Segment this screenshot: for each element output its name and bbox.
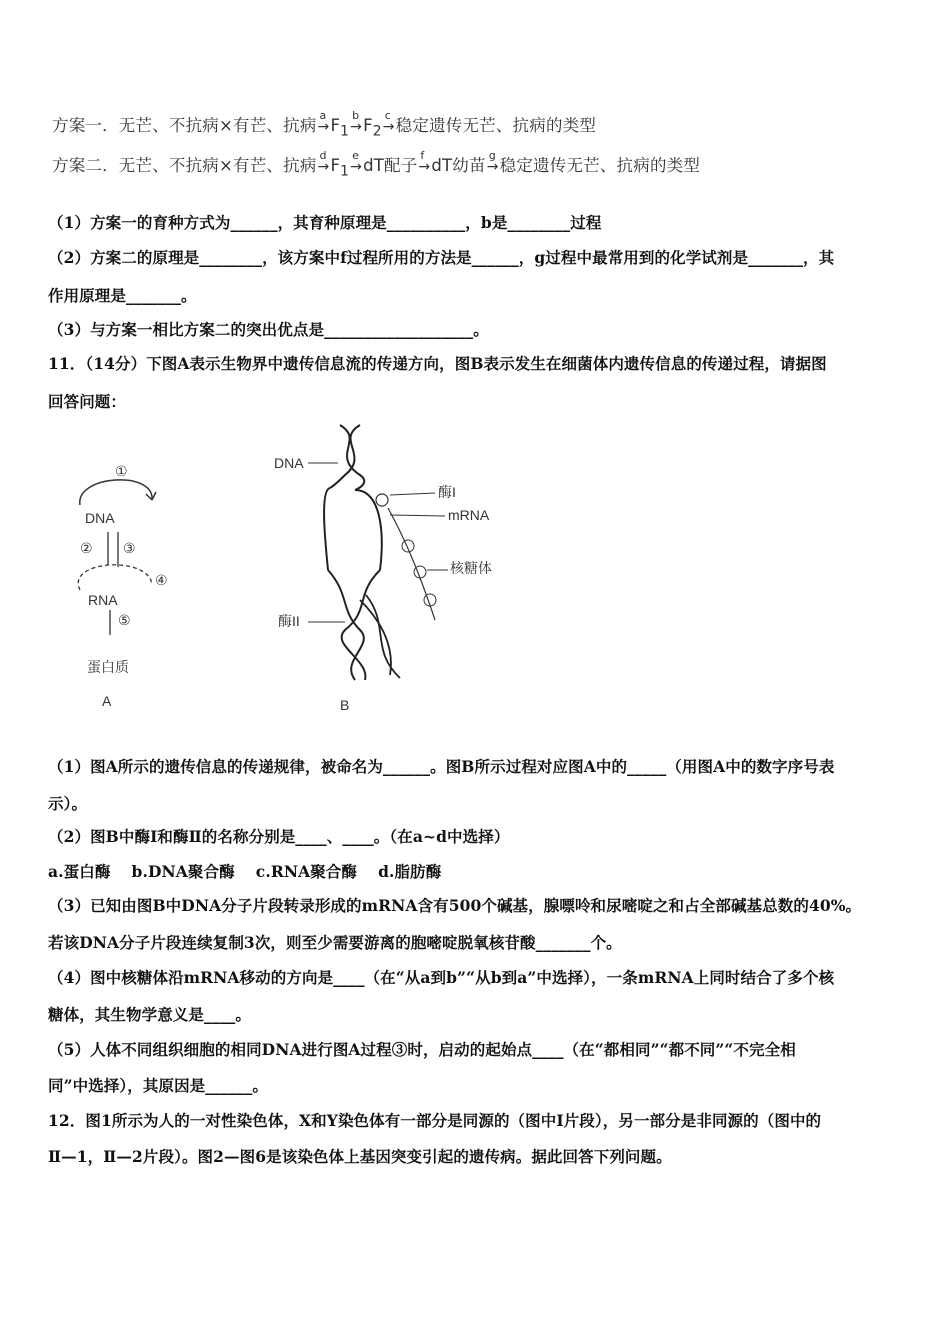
enzyme2-label: 酶II xyxy=(278,613,300,629)
q10-1: （1）方案一的育种方式为______，其育种原理是__________，b是________过程 xyxy=(48,213,602,232)
bubble-left xyxy=(324,488,330,570)
scheme-one-prefix: 方案一．无芒、不抗病×有芒、抗病 xyxy=(52,116,317,135)
scheme-one xyxy=(52,109,597,140)
rna-replication-arc xyxy=(78,565,152,590)
arrow-g: g → xyxy=(486,149,499,175)
f1-label: F xyxy=(330,116,341,135)
q11-5b: 同”中选择），其原因是______。 xyxy=(48,1076,268,1095)
q11-2: （2）图B中酶Ⅰ和酶Ⅱ的名称分别是____、____。（在a~d中选择） xyxy=(48,827,510,846)
enzyme1-label: 酶I xyxy=(438,484,456,500)
f2-label: F xyxy=(363,116,373,135)
num-4: ④ xyxy=(155,572,168,588)
figure-b xyxy=(270,420,510,720)
dna-label-b: DNA xyxy=(274,455,304,471)
q11-3a: （3）已知由图B中DNA分子片段转录形成的mRNA含有500个碱基，腺嘌呤和尿嘧啶之和占全部碱基总数的40%。 xyxy=(48,896,862,915)
arrow-label-f: f xyxy=(420,149,425,162)
dna-helix-bottom-4 xyxy=(366,595,400,678)
dna-helix-top-2 xyxy=(330,425,360,488)
num-5: ⑤ xyxy=(118,612,131,628)
scheme-two xyxy=(52,149,701,180)
f1-sub: 1 xyxy=(340,123,350,140)
dt-gamete: dT配子 xyxy=(363,156,418,175)
scheme-two-prefix: 方案二．无芒、不抗病×有芒、抗病 xyxy=(52,156,317,175)
q11-1a: （1）图A所示的遗传信息的传递规律，被命名为______。图B所示过程对应图A中的_____（用图A中的数字序号表 xyxy=(48,757,835,776)
q11-4b: 糖体，其生物学意义是____。 xyxy=(48,1005,252,1024)
rna-node: RNA xyxy=(88,592,118,608)
replication-arc xyxy=(80,480,152,505)
dna-helix-bottom-1 xyxy=(328,570,364,680)
enzyme1-pointer xyxy=(390,493,435,495)
arrow-label-e: e xyxy=(352,149,360,162)
mrna-strand xyxy=(388,508,435,620)
q12-b: Ⅱ—1，Ⅱ—2片段）。图2—图6是该染色体上基因突变引起的遗传病。据此回答下列问题。 xyxy=(48,1147,672,1166)
mrna-label: mRNA xyxy=(448,507,490,523)
arrow-label-c: c xyxy=(384,109,391,122)
figure-a-label: A xyxy=(102,693,112,709)
q10-2b: 作用原理是_______。 xyxy=(48,286,197,305)
ribosome-label: 核糖体 xyxy=(450,560,492,576)
q11-1b: 示）。 xyxy=(48,794,88,813)
figure-b-label: B xyxy=(340,697,350,713)
q11-3b: 若该DNA分子片段连续复制3次，则至少需要游离的胞嘧啶脱氧核苷酸_______个。 xyxy=(48,933,622,952)
ribosome-2 xyxy=(414,566,426,578)
q10-2a: （2）方案二的原理是________，该方案中f过程所用的方法是______，g过程中最常用到的化学试剂是_______，其 xyxy=(48,248,835,267)
q11-5a: （5）人体不同组织细胞的相同DNA进行图A过程③时，启动的起始点____（在“都相同”“都不同”“不完全相 xyxy=(48,1040,796,1059)
f1-sub-two: 1 xyxy=(340,163,350,180)
q11-stem-b: 回答问题： xyxy=(48,392,127,411)
arrow-e: e → xyxy=(350,149,363,175)
q12-a: 12．图1所示为人的一对性染色体，X和Y染色体有一部分是同源的（图中Ⅰ片段），另一部分是非同源的（图中的 xyxy=(48,1111,822,1130)
arrow-label-d: d xyxy=(319,149,327,162)
arrow-label-b: b xyxy=(352,109,360,122)
protein-node: 蛋白质 xyxy=(87,659,129,675)
arrow-label-a: a xyxy=(319,109,327,122)
scheme-two-suffix: 稳定遗传无芒、抗病的类型 xyxy=(499,156,701,175)
arrow-c: c → xyxy=(382,109,395,135)
arrow-b: b → xyxy=(350,109,363,135)
num-1: ① xyxy=(115,463,128,479)
f1-label-two: F xyxy=(330,156,341,175)
mrna-pointer xyxy=(390,515,445,516)
dna-helix-top-1 xyxy=(340,425,364,490)
dt-seedling: dT幼苗 xyxy=(431,156,486,175)
scheme-one-suffix: 稳定遗传无芒、抗病的类型 xyxy=(395,116,597,135)
num-3: ③ xyxy=(123,540,136,556)
figure-a xyxy=(60,450,180,715)
num-2: ② xyxy=(80,540,93,556)
dna-helix-bottom-2 xyxy=(342,570,380,680)
q11-4a: （4）图中核糖体沿mRNA移动的方向是____（在“从a到b”“从b到a”中选择），一条mRNA上同时结合了多个核 xyxy=(48,968,835,987)
arrow-label-g: g xyxy=(488,149,496,162)
enzyme1-blob xyxy=(376,494,388,506)
bubble-right xyxy=(355,490,382,570)
q11-2-options: a.蛋白酶 b.DNA聚合酶 c.RNA聚合酶 d.脂肪酶 xyxy=(48,862,442,881)
arrow-f: f → xyxy=(418,149,431,175)
q11-stem-a: 11．（14分）下图A表示生物界中遗传信息流的传递方向，图B表示发生在细菌体内遗传信息的传递过程，请据图 xyxy=(48,354,827,373)
arrow-d: d → xyxy=(317,149,330,175)
arrow-a: a → xyxy=(317,109,330,135)
dna-node: DNA xyxy=(85,510,115,526)
q10-3: （3）与方案一相比方案二的突出优点是___________________。 xyxy=(48,320,489,339)
f2-sub: 2 xyxy=(372,123,382,140)
